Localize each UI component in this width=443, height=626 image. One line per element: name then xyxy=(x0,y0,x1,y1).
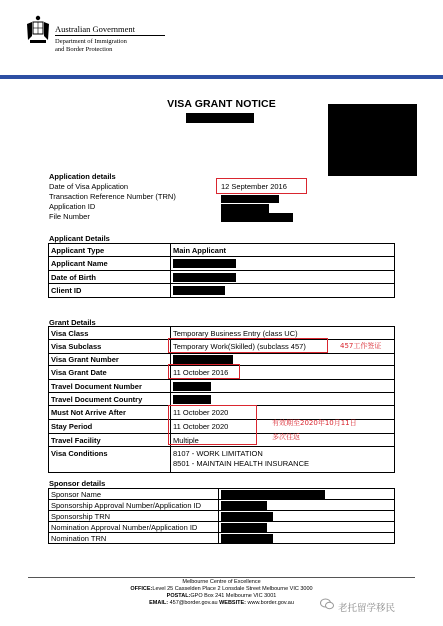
table-row xyxy=(49,533,395,544)
trn-label: Transaction Reference Number (TRN) xyxy=(49,192,176,201)
table-row xyxy=(49,393,395,406)
footer-office-label: OFFICE: xyxy=(130,586,153,592)
visa-class-label: Visa Class xyxy=(49,327,171,340)
table-row xyxy=(49,271,395,284)
sponsor-table xyxy=(48,488,395,544)
annotation-validity: 有效期至2020年10月11日 xyxy=(272,419,357,427)
must-not-arrive-after-label: Must Not Arrive After xyxy=(49,406,171,420)
table-row xyxy=(49,489,395,500)
travel-facility-label: Travel Facility xyxy=(49,434,171,447)
footer-email: 457@border.gov.au xyxy=(168,600,220,606)
application-date-label: Date of Visa Application xyxy=(49,182,129,191)
table-row xyxy=(49,244,395,257)
footer-postal-address xyxy=(0,593,443,600)
nomination-approval-label: Nomination Approval Number/Application ID xyxy=(49,522,219,533)
visa-grant-number-label: Visa Grant Number xyxy=(49,354,171,366)
redacted-applicant-name xyxy=(173,259,236,268)
applicant-name-label: Applicant Name xyxy=(49,257,171,271)
client-id-label: Client ID xyxy=(49,284,171,298)
sponsorship-approval-value xyxy=(219,500,395,511)
footer-office-name: Melbourne Centre of Excellence xyxy=(182,579,261,585)
travel-document-country-value xyxy=(171,393,395,406)
highlight-application-date xyxy=(216,178,307,194)
nomination-approval-value xyxy=(219,522,395,533)
date-of-birth-value xyxy=(171,271,395,284)
travel-document-number-label: Travel Document Number xyxy=(49,380,171,393)
applicant-name-value xyxy=(171,257,395,271)
redacted-file-number xyxy=(221,213,293,222)
table-row xyxy=(49,284,395,298)
stay-period-value: 11 October 2020 xyxy=(171,420,395,434)
redacted-nomination-approval xyxy=(221,523,267,532)
sponsorship-approval-label: Sponsorship Approval Number/Application ID xyxy=(49,500,219,511)
redacted-sponsor-name xyxy=(221,490,325,499)
visa-subclass-value: Temporary Work(Skilled) (subclass 457) xyxy=(171,340,395,354)
must-not-arrive-after-value: 11 October 2020 xyxy=(171,406,395,420)
applicant-table xyxy=(48,243,395,298)
applicant-type-label: Applicant Type xyxy=(49,244,171,257)
redacted-sponsorship-trn xyxy=(221,512,273,521)
table-row xyxy=(49,447,395,473)
footer-divider xyxy=(28,577,415,578)
annotation-multiple-entry: 多次往返 xyxy=(272,433,300,441)
header-bar xyxy=(0,75,443,79)
travel-document-country-label: Travel Document Country xyxy=(49,393,171,406)
watermark-text: 老托留学移民 xyxy=(338,603,396,614)
redacted-travel-document-number xyxy=(173,382,211,391)
redacted-travel-document-country xyxy=(173,395,211,404)
footer-office-address xyxy=(0,586,443,593)
sponsorship-trn-value xyxy=(219,511,395,522)
travel-facility-value: Multiple xyxy=(171,434,395,447)
table-row xyxy=(49,511,395,522)
nomination-trn-value xyxy=(219,533,395,544)
date-of-birth-label: Date of Birth xyxy=(49,271,171,284)
sponsorship-trn-label: Sponsorship TRN xyxy=(49,511,219,522)
nomination-trn-label: Nomination TRN xyxy=(49,533,219,544)
sponsor-name-label: Sponsor Name xyxy=(49,489,219,500)
highlight-visa-subclass xyxy=(168,338,328,353)
redacted-grant-number xyxy=(173,355,233,364)
wechat-icon xyxy=(320,598,334,610)
table-row xyxy=(49,522,395,533)
client-id-value xyxy=(171,284,395,298)
table-row xyxy=(49,380,395,393)
table-row xyxy=(49,257,395,271)
redacted-reference xyxy=(186,113,254,123)
footer-postal-label: POSTAL: xyxy=(166,593,191,599)
department-line-1: Department of Immigration xyxy=(55,38,127,45)
visa-condition-2: 8501 - MAINTAIN HEALTH INSURANCE xyxy=(173,459,309,468)
grant-section-title: Grant Details xyxy=(49,318,96,327)
sponsor-section-title: Sponsor details xyxy=(49,479,106,488)
stay-period-label: Stay Period xyxy=(49,420,171,434)
header-divider xyxy=(55,35,165,36)
application-id-label: Application ID xyxy=(49,202,96,211)
redacted-trn xyxy=(221,195,279,203)
visa-conditions-value xyxy=(171,447,395,473)
document-title: VISA GRANT NOTICE xyxy=(167,98,276,110)
application-section-title: Application details xyxy=(49,172,116,181)
visa-grant-date-value: 11 October 2016 xyxy=(171,366,395,380)
highlight-validity xyxy=(168,405,257,445)
travel-document-number-value xyxy=(171,380,395,393)
coat-of-arms-icon xyxy=(26,14,50,46)
government-name: Australian Government xyxy=(55,24,136,34)
file-number-label: File Number xyxy=(49,212,90,221)
redacted-nomination-trn xyxy=(221,534,273,543)
visa-condition-1: 8107 - WORK LIMITATION xyxy=(173,449,263,458)
sponsor-name-value xyxy=(219,489,395,500)
visa-conditions-label: Visa Conditions xyxy=(49,447,171,473)
redacted-photo xyxy=(328,104,417,176)
department-name xyxy=(55,38,127,54)
footer-email-label: EMAIL: xyxy=(149,600,169,606)
footer-website: www.border.gov.au xyxy=(245,600,294,606)
annotation-subclass: 457工作签证 xyxy=(340,342,382,350)
redacted-client-id xyxy=(173,286,225,295)
table-row xyxy=(49,500,395,511)
redacted-application-id xyxy=(221,204,269,213)
footer-website-label: WEBSITE: xyxy=(219,600,246,606)
redacted-sponsorship-approval xyxy=(221,501,267,510)
footer-office-text: Level 25 Casselden Place 2 Lonsdale Street Melbourne VIC 3000 xyxy=(152,586,313,592)
visa-subclass-label: Visa Subclass xyxy=(49,340,171,354)
visa-grant-date-label: Visa Grant Date xyxy=(49,366,171,380)
visa-class-value: Temporary Business Entry (class UC) xyxy=(171,327,395,340)
applicant-type-value: Main Applicant xyxy=(171,244,395,257)
highlight-grant-date xyxy=(168,364,240,379)
redacted-date-of-birth xyxy=(173,273,236,282)
footer-postal-text: GPO Box 241 Melbourne VIC 3001 xyxy=(190,593,277,599)
application-date-value: 12 September 2016 xyxy=(221,182,287,191)
applicant-section-title: Applicant Details xyxy=(49,234,110,243)
department-line-2: and Border Protection xyxy=(55,46,113,53)
